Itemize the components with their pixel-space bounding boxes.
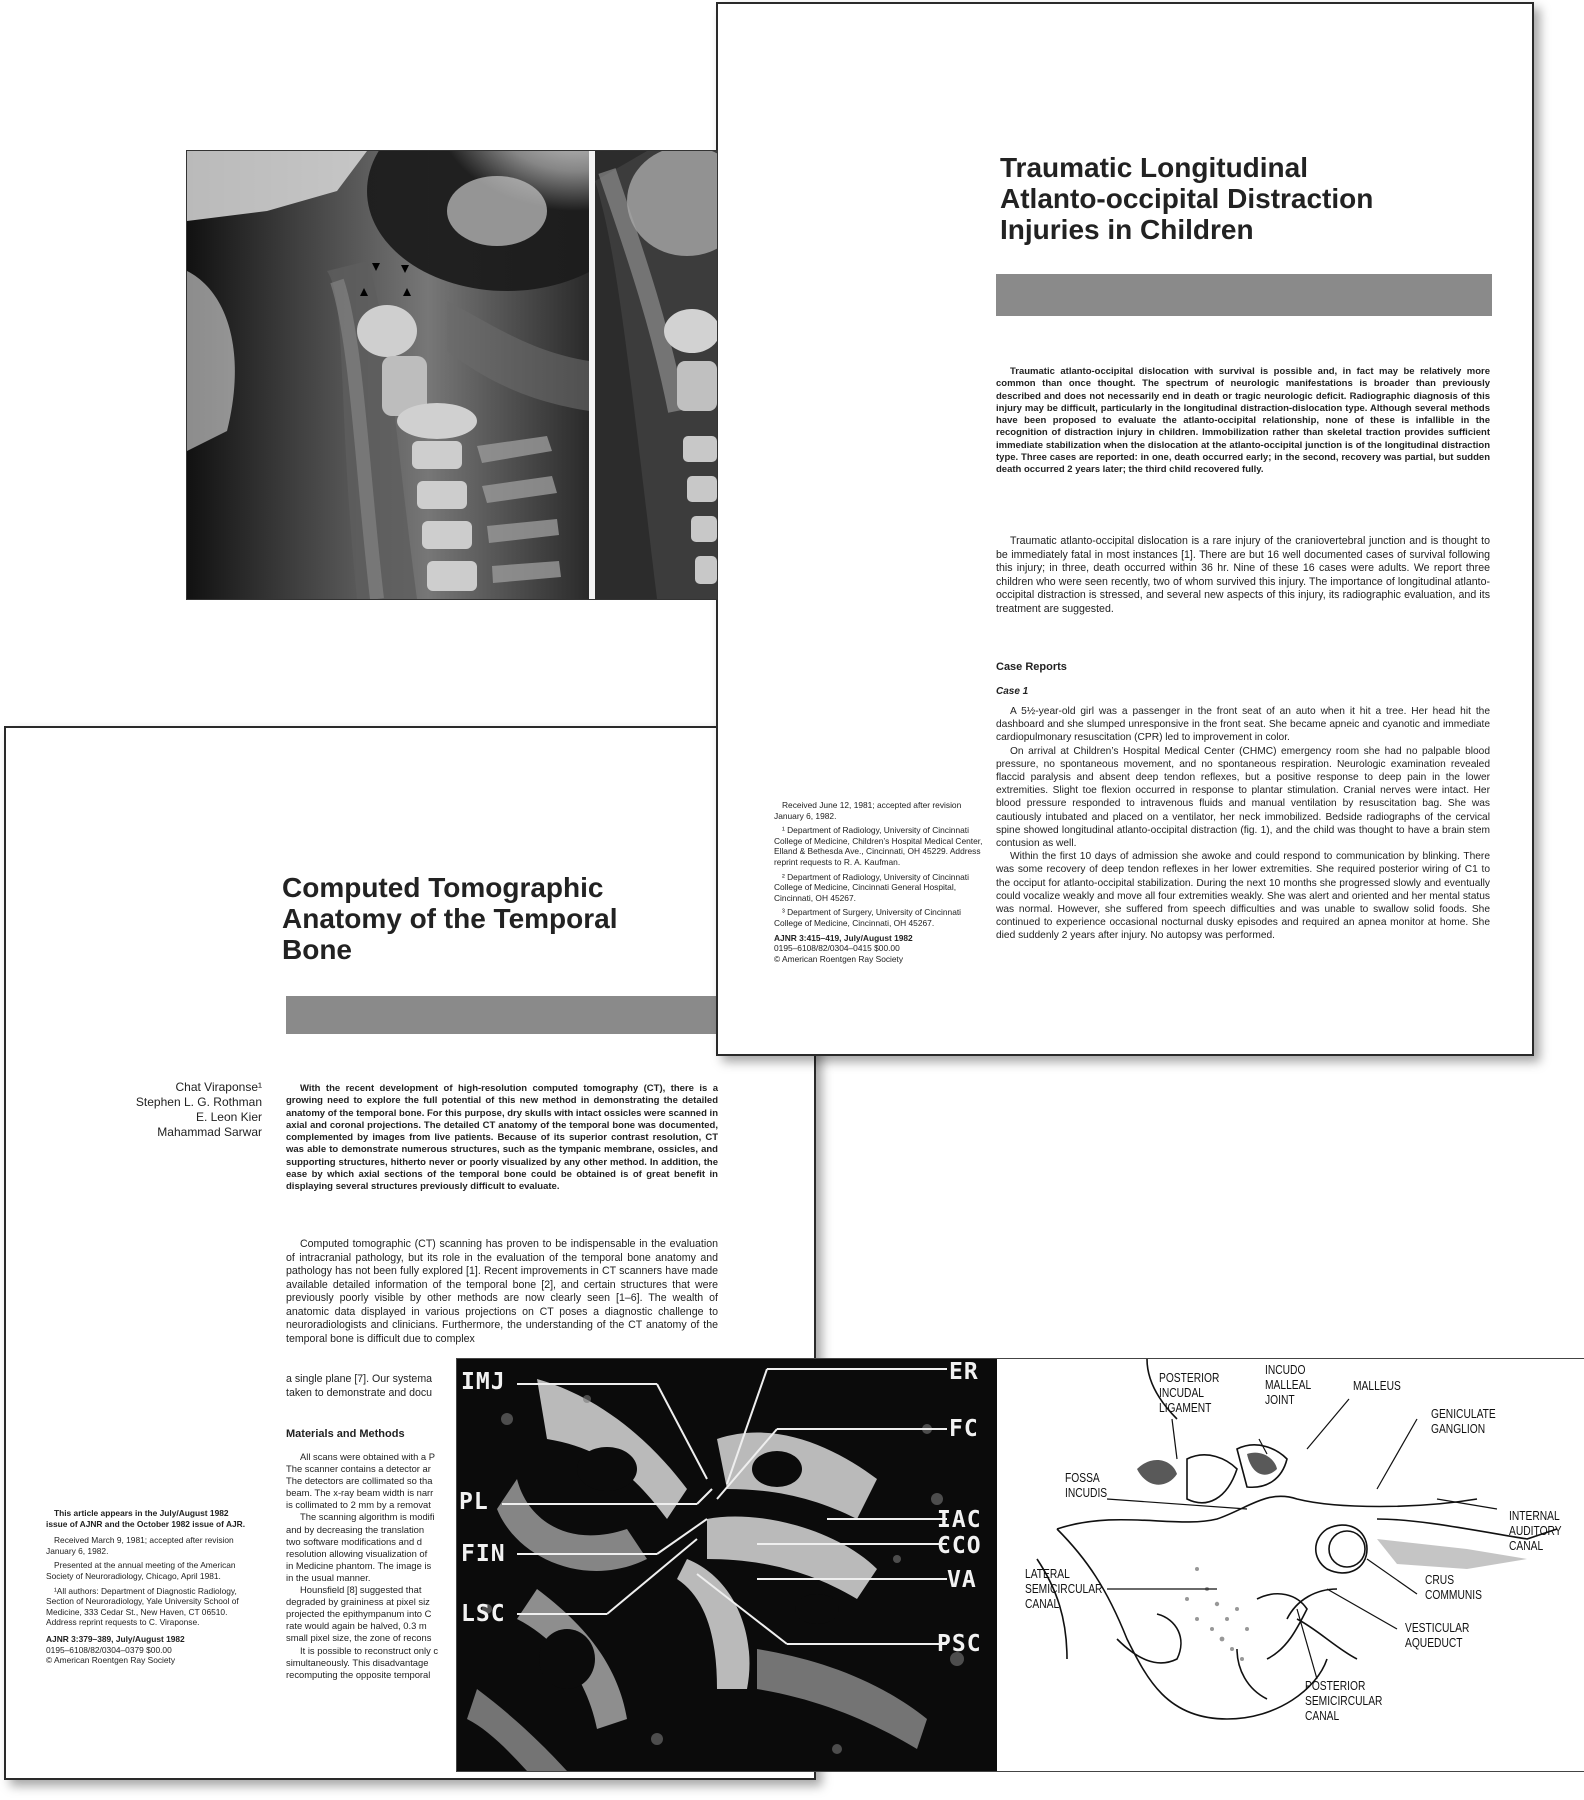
label-line: LATERAL — [1025, 1567, 1070, 1581]
text-line: All scans were obtained with a P — [300, 1451, 435, 1462]
author-list — [46, 1080, 262, 1140]
text-line: in Medicine phantom. The image is — [286, 1559, 432, 1571]
article-title — [282, 872, 618, 965]
ct-label-fin: FIN — [461, 1541, 506, 1567]
title-line: Atlanto-occipital Distraction — [1000, 183, 1374, 214]
section-heading: Case Reports — [996, 661, 1067, 673]
label-line: INCUDAL — [1159, 1386, 1204, 1400]
issn-line: 0195–6108/82/0304–0379 $00.00 — [46, 1644, 172, 1655]
label-crus-communis — [1425, 1573, 1482, 1603]
author: Chat Viraponse¹ — [175, 1080, 262, 1094]
label-line: VESTICULAR — [1405, 1621, 1470, 1635]
case-heading: Case 1 — [996, 686, 1029, 697]
text-line: The scanning algorithm is modifi — [300, 1511, 435, 1523]
introduction: Traumatic atlanto-occipital dislocation is a rare injury of the craniovertebral junction and is thought to be immediately fatal in most instances [1]. There are but 16 well documented cases of survival following this injury; in three, death occurred within 36 hr. Nine of these 16 cases were adults. We report three children who were seen recently, two of whom survived this injury. The importance of longitudinal atlanto-occipital distraction is stressed, and several new aspects of this injury, its radiographic evaluation, and its treatment are suggested. — [996, 535, 1490, 615]
text-line: small pixel size, the zone of recons — [286, 1632, 432, 1644]
footnotes — [774, 800, 984, 964]
label-line: INCUDO — [1265, 1363, 1306, 1377]
ct-label-cco: CCO — [937, 1533, 982, 1559]
introduction: Computed tomographic (CT) scanning has proven to be indispensable in the evaluation of intracranial pathology, but its role in the evaluation of the temporal bone anatomy and pathology has not been fully explored [1]. Recent improvements in CT scanners have made available detailed information of the temporal bone [2], and certain structures that were previously poorly visible by other methods are now clearly seen [1–6]. The wealth of anatomic data displayed in various projections on CT poses a diagnostic challenge to neuroradiologists and clinicians. Furthermore, the understanding of the CT anatomy of the temporal bone is difficult due to complex — [286, 1238, 718, 1345]
text-line: taken to demonstrate and docu — [286, 1386, 433, 1399]
label-line: SEMICIRCULAR — [1305, 1694, 1383, 1708]
label-line: INCUDIS — [1065, 1486, 1108, 1500]
ct-label-va: VA — [947, 1567, 977, 1593]
title-rule — [286, 996, 720, 1034]
ct-label-iac: IAC — [937, 1507, 982, 1533]
radiograph-image — [187, 151, 717, 599]
footnote: ³ Department of Surgery, University of Cincinnati College of Medicine, Cincinnati, OH 45267. — [774, 907, 962, 928]
ct-label-pl: PL — [459, 1489, 489, 1515]
footnote: Received March 9, 1981; accepted after revision January 6, 1982. — [46, 1535, 234, 1556]
author: Mahammad Sarwar — [157, 1125, 262, 1139]
copyright-line: © American Roentgen Ray Society — [46, 1655, 176, 1666]
label-line: POSTERIOR — [1159, 1371, 1220, 1385]
methods-text — [286, 1451, 461, 1681]
lateral-cervical-radiographs — [186, 150, 718, 600]
label-line: GENICULATE — [1431, 1407, 1496, 1421]
label-vesticular-aqueduct — [1405, 1621, 1469, 1651]
label-geniculate-ganglion — [1431, 1407, 1496, 1437]
label-line: GANGLION — [1431, 1422, 1486, 1436]
text-line: beam. The x-ray beam width is narr — [286, 1487, 434, 1499]
article-title — [1000, 152, 1373, 245]
ct-label-fc: FC — [949, 1416, 979, 1442]
label-fossa-incudis — [1065, 1471, 1107, 1501]
label-line: CANAL — [1025, 1597, 1060, 1611]
ct-label-imj: IMJ — [461, 1369, 506, 1395]
label-line: FOSSA — [1065, 1471, 1100, 1485]
label-line: CANAL — [1509, 1539, 1544, 1553]
label-posterior-semicircular-canal — [1305, 1679, 1382, 1724]
title-line: Bone — [282, 934, 352, 965]
paragraph: On arrival at Children’s Hospital Medical Center (CHMC) emergency room she had no palpable blood pressure, no spontaneous movement, and no spontaneous respiration. Neurologic examination revealed flaccid paralysis and absent deep tendon reflexes, but a positive response to deep pain in the lower extremities. Slight toe flexion occurred in response to plantar stimulation. Cranial nerves were intact. Her blood pressure responded to intravenous fluids and manual ventilation by resuscitation bag. She was cautiously intubated and placed on a ventilator, her neck immobilized. Bedside radiographs of the cervical spine showed longitudinal atlanto-occipital distraction (fig. 1), and the child was thought to have a brain stem contusion as well. — [996, 745, 1490, 850]
footnote: ¹All authors: Department of Diagnostic Radiology, Section of Neuroradiology, Yale University School of Medicine, 333 Cedar St., New Haven, CT 06510. Address reprint requests to C. Viraponse. — [46, 1585, 239, 1628]
label-line: SEMICIRCULAR — [1025, 1582, 1103, 1596]
ct-figure-with-diagram — [456, 1358, 1584, 1772]
author: Stephen L. G. Rothman — [135, 1095, 262, 1109]
journal-citation: AJNR 3:379–389, July/August 1982 — [46, 1633, 185, 1644]
label-line: MALLEAL — [1265, 1378, 1312, 1392]
text-line: projected the epithympanum into C — [286, 1608, 432, 1620]
author: E. Leon Kier — [195, 1110, 262, 1124]
label-line: JOINT — [1265, 1393, 1295, 1407]
text-line: resolution allowing visualization of — [286, 1547, 428, 1559]
label-lateral-semicircular-canal — [1025, 1567, 1102, 1612]
footnote: Received June 12, 1981; accepted after revision January 6, 1982. — [774, 800, 962, 821]
footnote: ² Department of Radiology, University of Cincinnati College of Medicine, Cincinnati General Hospital, Cincinnati, OH 45267. — [774, 871, 969, 903]
text-line: and by decreasing the translation — [286, 1523, 425, 1535]
anatomy-drawing-graphic — [997, 1359, 1584, 1771]
text-line: a single plane [7]. Our systema — [286, 1373, 433, 1385]
ct-scan-image — [457, 1359, 997, 1771]
label-posterior-incudal-ligament — [1159, 1371, 1219, 1416]
title-line: Computed Tomographic — [282, 872, 604, 903]
title-line: Traumatic Longitudinal — [1000, 152, 1309, 183]
label-internal-auditory-canal — [1509, 1509, 1562, 1554]
abstract: With the recent development of high-resolution computed tomography (CT), there is a growing need to explore the full potential of this new method in demonstrating the detailed anatomy of the temporal bone. For this purpose, dry skulls with intact ossicles were scanned in axial and coronal projections. The detailed CT anatomy of the temporal bone was documented, complemented by images from live patients. Because of its superior contrast resolution, CT was able to demonstrate numerous structures, such as the tympanic membrane, ossicles, and supporting structures, hitherto never or poorly visualized by any other method. In addition, the ease by which axial sections of the temporal bone could be obtained is of great benefit in displaying several structures previously difficult to evaluate. — [286, 1083, 718, 1193]
title-line: Anatomy of the Temporal — [282, 903, 618, 934]
section-heading: Materials and Methods — [286, 1428, 405, 1440]
label-line: CANAL — [1305, 1709, 1340, 1723]
footnote: Presented at the annual meeting of the American Society of Neuroradiology, Chicago, April 1981. — [46, 1560, 236, 1581]
label-line: LIGAMENT — [1159, 1401, 1212, 1415]
anatomy-line-drawing — [997, 1359, 1584, 1771]
abstract: Traumatic atlanto-occipital dislocation with survival is possible and, in fact may be relatively more common than once thought. The spectrum of neurologic manifestations is broader than previously described and does not necessarily end in death or tragic neurologic deficit. Radiographic diagnosis of this injury may be difficult, particularly in the longitudinal distraction-dislocation type. Although several methods have been proposed to evaluate the atlanto-occipital relationship, none of these is infallible in the recognition of distraction injury in children. Immobilization rather than skeletal traction provides sufficient immediate stabilization when the dislocation at the atlanto-occipital junction is of the longitudinal distraction type. Three cases are reported: in one, death occurred early; in the second, recovery was partial, but sudden death occurred 2 years later; the third child recovered fully. — [996, 366, 1490, 476]
label-line: AQUEDUCT — [1405, 1636, 1463, 1650]
ct-label-lsc: LSC — [461, 1601, 506, 1627]
text-line: degraded by graininess at pixel siz — [286, 1596, 430, 1608]
text-line: is collimated to 2 mm by a removat — [286, 1499, 431, 1511]
text-line: two software modifications and d — [286, 1535, 423, 1547]
title-rule — [996, 274, 1492, 316]
text-line: The detectors are collimated so tha — [286, 1475, 433, 1487]
copyright-line: © American Roentgen Ray Society — [774, 953, 904, 964]
footnote: ¹ Department of Radiology, University of Cincinnati College of Medicine, Children’s Hospital Medical Center, Elland & Bethesda Ave., Cincinnati, OH 45229. Address reprint requests to R. A. Kaufman. — [774, 825, 983, 867]
paragraph: A 5½-year-old girl was a passenger in the front seat of an auto when it hit a tree. Her head hit the dashboard and she slumped unresponsive in the front seat. She became apneic and cyanotic and immediate cardiopulmonary resuscitation (CPR) led to improvement in color. — [996, 706, 1490, 744]
label-line: AUDITORY — [1509, 1524, 1562, 1538]
text-line: The scanner contains a detector ar — [286, 1463, 431, 1475]
ct-scan-graphic — [457, 1359, 997, 1771]
text-line: Hounsfield [8] suggested that — [300, 1584, 422, 1596]
label-line: CRUS — [1425, 1573, 1455, 1587]
label-line: POSTERIOR — [1305, 1679, 1366, 1693]
issn-line: 0195–6108/82/0304–0415 $00.00 — [774, 943, 900, 954]
case-report-text — [996, 705, 1490, 943]
text-line: recomputing the opposite temporal — [286, 1668, 431, 1680]
journal-citation: AJNR 3:415–419, July/August 1982 — [774, 932, 913, 943]
ct-label-er: ER — [949, 1359, 979, 1385]
footnotes — [46, 1508, 246, 1666]
label-line: INTERNAL — [1509, 1509, 1560, 1523]
footnote-notice: This article appears in the July/August 1982 issue of AJNR and the October 1982 issue of AJR. — [46, 1508, 246, 1529]
text-line: simultaneously. This disadvantage — [286, 1656, 429, 1668]
ct-label-psc: PSC — [937, 1631, 982, 1657]
label-malleus — [1353, 1379, 1401, 1394]
text-line: in the usual manner. — [286, 1571, 371, 1583]
intro-tail — [286, 1373, 466, 1400]
text-line: rate would again be halved, 0.3 m — [286, 1620, 427, 1632]
text-line: It is possible to reconstruct only c — [300, 1644, 439, 1656]
label-line: COMMUNIS — [1425, 1588, 1482, 1602]
atlanto-occipital-article-page — [716, 2, 1534, 1056]
label-line: MALLEUS — [1353, 1379, 1401, 1393]
paragraph: Within the first 10 days of admission she awoke and could respond to communication by blinking. There was some recovery of deep tendon reflexes in her lower extremities. She required posterior wiring of C1 to the occiput for atlanto-occipital stabilization. During the next 10 months she progressed slowly and eventually could vocalize weakly and move all four extremities weakly. She was alert and oriented and her mental status was normal. However, she suffered from speech difficulties and was unable to swallow solid foods. She continued to experience occasional nocturnal dusky episodes and required an apnea monitor at home. She died suddenly 2 years after injury. No autopsy was performed. — [996, 851, 1490, 942]
label-incudo-malleal-joint — [1265, 1363, 1311, 1408]
title-line: Injuries in Children — [1000, 214, 1254, 245]
